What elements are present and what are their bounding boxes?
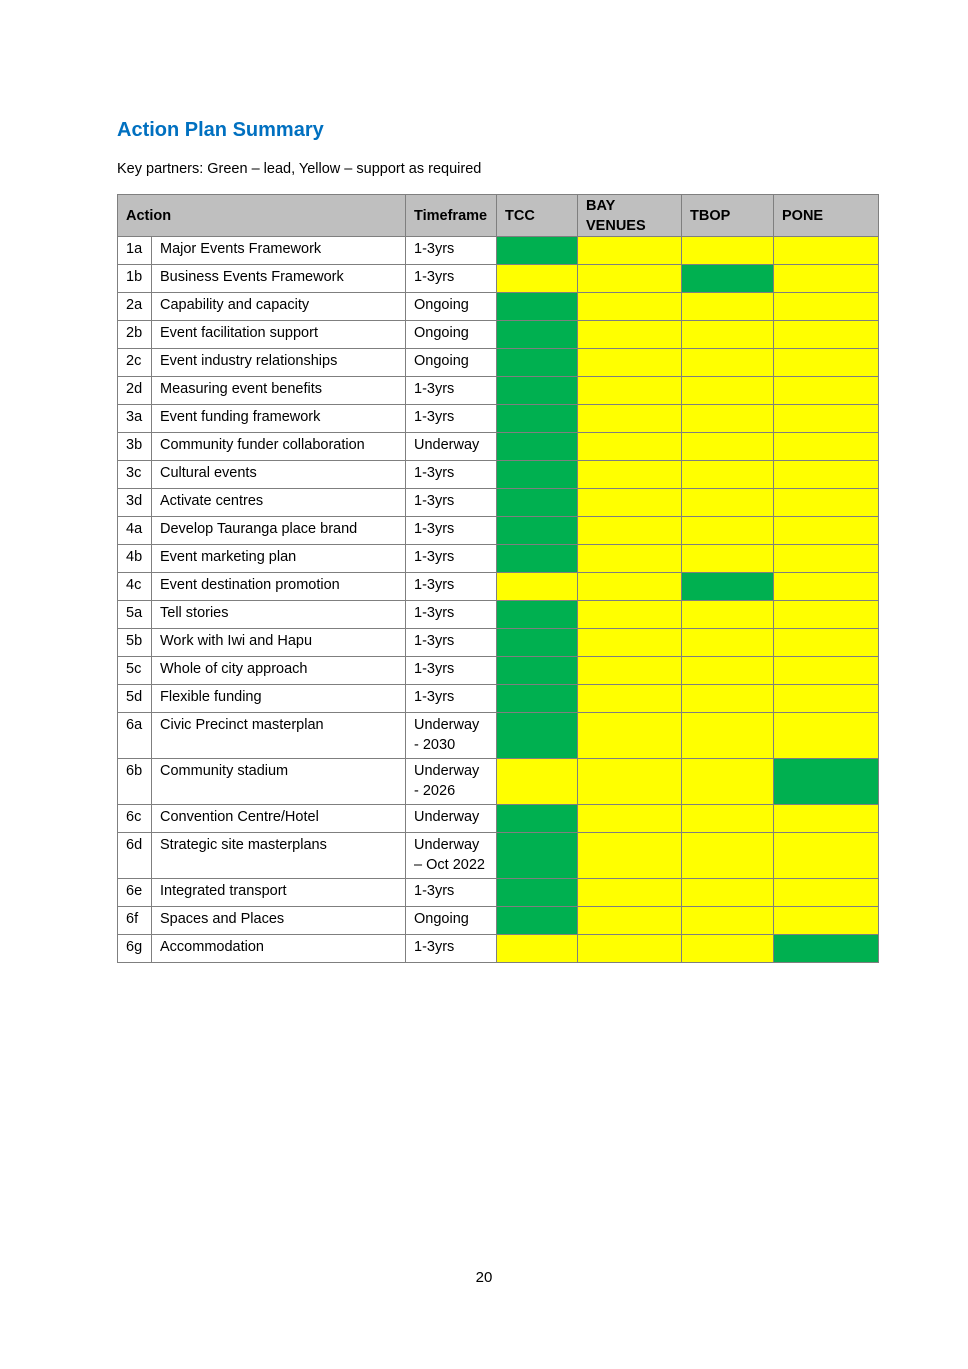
header-pone: PONE — [774, 195, 879, 237]
table-header-row — [118, 195, 879, 237]
action-id: 1b — [118, 265, 152, 293]
partner-cell-pone — [774, 713, 879, 759]
partner-cell-tbop — [682, 321, 774, 349]
partner-cell-bay-venues — [578, 907, 682, 935]
partner-cell-tcc — [497, 935, 578, 963]
partner-cell-tcc — [497, 907, 578, 935]
action-name: Business Events Framework — [152, 265, 406, 293]
partner-cell-bay-venues — [578, 805, 682, 833]
partner-cell-tbop — [682, 461, 774, 489]
action-timeframe: 1-3yrs — [406, 377, 497, 405]
page-number: 20 — [475, 1269, 493, 1286]
header-action: Action — [118, 195, 406, 237]
action-id: 5b — [118, 629, 152, 657]
partner-cell-pone — [774, 759, 879, 805]
partner-cell-bay-venues — [578, 321, 682, 349]
partner-cell-tbop — [682, 713, 774, 759]
table-row — [118, 907, 879, 935]
action-timeframe: 1-3yrs — [406, 935, 497, 963]
action-id: 1a — [118, 237, 152, 265]
partner-cell-bay-venues — [578, 833, 682, 879]
action-timeframe: 1-3yrs — [406, 573, 497, 601]
action-id: 4c — [118, 573, 152, 601]
action-timeframe: 1-3yrs — [406, 461, 497, 489]
action-id: 6e — [118, 879, 152, 907]
partner-cell-pone — [774, 657, 879, 685]
action-timeframe: 1-3yrs — [406, 517, 497, 545]
action-timeframe: 1-3yrs — [406, 237, 497, 265]
partner-cell-tbop — [682, 879, 774, 907]
action-name: Event industry relationships — [152, 349, 406, 377]
partner-cell-tcc — [497, 805, 578, 833]
partner-cell-pone — [774, 461, 879, 489]
partner-cell-tbop — [682, 833, 774, 879]
partner-cell-tcc — [497, 321, 578, 349]
partner-cell-tcc — [497, 237, 578, 265]
partner-cell-pone — [774, 545, 879, 573]
table-row — [118, 935, 879, 963]
action-name: Event facilitation support — [152, 321, 406, 349]
table-row — [118, 657, 879, 685]
partner-cell-tbop — [682, 601, 774, 629]
partner-cell-bay-venues — [578, 405, 682, 433]
action-id: 6c — [118, 805, 152, 833]
action-timeframe: Ongoing — [406, 907, 497, 935]
action-id: 3b — [118, 433, 152, 461]
partner-cell-pone — [774, 573, 879, 601]
partner-cell-pone — [774, 265, 879, 293]
action-id: 2a — [118, 293, 152, 321]
partner-cell-bay-venues — [578, 713, 682, 759]
action-name: Event destination promotion — [152, 573, 406, 601]
partner-cell-tbop — [682, 935, 774, 963]
action-name: Integrated transport — [152, 879, 406, 907]
partner-cell-tcc — [497, 461, 578, 489]
action-timeframe: 1-3yrs — [406, 489, 497, 517]
partner-cell-pone — [774, 237, 879, 265]
table-row — [118, 879, 879, 907]
action-name: Civic Precinct masterplan — [152, 713, 406, 759]
partner-cell-tcc — [497, 545, 578, 573]
action-timeframe: 1-3yrs — [406, 265, 497, 293]
partner-cell-tcc — [497, 293, 578, 321]
partner-cell-bay-venues — [578, 685, 682, 713]
action-timeframe: 1-3yrs — [406, 545, 497, 573]
header-timeframe: Timeframe — [406, 195, 497, 237]
table-row — [118, 713, 879, 759]
partner-cell-bay-venues — [578, 517, 682, 545]
table-row — [118, 517, 879, 545]
action-name: Work with Iwi and Hapu — [152, 629, 406, 657]
partner-cell-tbop — [682, 685, 774, 713]
partner-cell-bay-venues — [578, 879, 682, 907]
partner-cell-bay-venues — [578, 657, 682, 685]
partner-cell-tcc — [497, 405, 578, 433]
partner-cell-tcc — [497, 685, 578, 713]
action-id: 6g — [118, 935, 152, 963]
partner-cell-tcc — [497, 629, 578, 657]
partner-cell-pone — [774, 405, 879, 433]
table-row — [118, 629, 879, 657]
action-id: 5d — [118, 685, 152, 713]
action-name: Capability and capacity — [152, 293, 406, 321]
action-id: 3c — [118, 461, 152, 489]
partner-cell-pone — [774, 879, 879, 907]
partner-cell-tbop — [682, 405, 774, 433]
partner-cell-tcc — [497, 833, 578, 879]
partner-cell-bay-venues — [578, 461, 682, 489]
partner-cell-pone — [774, 293, 879, 321]
action-name: Whole of city approach — [152, 657, 406, 685]
partner-cell-tbop — [682, 805, 774, 833]
action-id: 2b — [118, 321, 152, 349]
action-name: Spaces and Places — [152, 907, 406, 935]
partner-cell-pone — [774, 833, 879, 879]
action-name: Event funding framework — [152, 405, 406, 433]
action-timeframe: Ongoing — [406, 321, 497, 349]
partner-cell-bay-venues — [578, 293, 682, 321]
action-timeframe: 1-3yrs — [406, 601, 497, 629]
partner-cell-pone — [774, 321, 879, 349]
table-row — [118, 759, 879, 805]
action-timeframe: Underway — [406, 805, 497, 833]
action-plan-table — [117, 194, 879, 963]
action-timeframe: Underway — [406, 433, 497, 461]
action-name: Community stadium — [152, 759, 406, 805]
action-timeframe: Underway - 2030 — [406, 713, 497, 759]
action-id: 4a — [118, 517, 152, 545]
partner-cell-tcc — [497, 377, 578, 405]
partner-cell-tcc — [497, 349, 578, 377]
action-name: Develop Tauranga place brand — [152, 517, 406, 545]
partner-cell-tbop — [682, 545, 774, 573]
partner-cell-tcc — [497, 265, 578, 293]
header-tcc: TCC — [497, 195, 578, 237]
action-name: Cultural events — [152, 461, 406, 489]
table-row — [118, 573, 879, 601]
action-name: Strategic site masterplans — [152, 833, 406, 879]
table-row — [118, 461, 879, 489]
partner-cell-pone — [774, 349, 879, 377]
partner-cell-tcc — [497, 517, 578, 545]
partner-cell-pone — [774, 907, 879, 935]
partner-cell-pone — [774, 629, 879, 657]
table-row — [118, 349, 879, 377]
partner-cell-pone — [774, 489, 879, 517]
partner-cell-tbop — [682, 433, 774, 461]
partner-cell-pone — [774, 935, 879, 963]
action-name: Measuring event benefits — [152, 377, 406, 405]
partner-cell-pone — [774, 601, 879, 629]
action-timeframe: Underway – Oct 2022 — [406, 833, 497, 879]
partner-cell-tcc — [497, 601, 578, 629]
partner-cell-bay-venues — [578, 237, 682, 265]
action-name: Tell stories — [152, 601, 406, 629]
partner-cell-tbop — [682, 377, 774, 405]
partner-cell-bay-venues — [578, 573, 682, 601]
partner-cell-bay-venues — [578, 935, 682, 963]
partner-cell-pone — [774, 517, 879, 545]
action-timeframe: Ongoing — [406, 293, 497, 321]
partner-cell-tbop — [682, 293, 774, 321]
action-id: 6d — [118, 833, 152, 879]
partner-cell-bay-venues — [578, 265, 682, 293]
partner-cell-bay-venues — [578, 601, 682, 629]
partner-cell-tcc — [497, 489, 578, 517]
partner-cell-tbop — [682, 657, 774, 685]
partner-cell-pone — [774, 685, 879, 713]
partner-cell-pone — [774, 433, 879, 461]
table-row — [118, 433, 879, 461]
partner-cell-bay-venues — [578, 433, 682, 461]
partner-cell-bay-venues — [578, 489, 682, 517]
partner-cell-pone — [774, 805, 879, 833]
table-row — [118, 321, 879, 349]
partner-cell-bay-venues — [578, 629, 682, 657]
partner-cell-bay-venues — [578, 377, 682, 405]
partner-cell-bay-venues — [578, 759, 682, 805]
action-id: 5a — [118, 601, 152, 629]
action-timeframe: 1-3yrs — [406, 685, 497, 713]
action-name: Accommodation — [152, 935, 406, 963]
action-id: 4b — [118, 545, 152, 573]
partner-cell-tbop — [682, 237, 774, 265]
key-partners-legend: Key partners: Green – lead, Yellow – support as required — [117, 161, 482, 177]
action-timeframe: 1-3yrs — [406, 629, 497, 657]
action-timeframe: 1-3yrs — [406, 657, 497, 685]
action-id: 2d — [118, 377, 152, 405]
partner-cell-tbop — [682, 517, 774, 545]
table-row — [118, 489, 879, 517]
partner-cell-bay-venues — [578, 349, 682, 377]
table-row — [118, 377, 879, 405]
table-row — [118, 601, 879, 629]
partner-cell-tbop — [682, 907, 774, 935]
partner-cell-tcc — [497, 573, 578, 601]
table-row — [118, 805, 879, 833]
action-timeframe: Underway - 2026 — [406, 759, 497, 805]
action-timeframe: 1-3yrs — [406, 405, 497, 433]
table-row — [118, 265, 879, 293]
table-row — [118, 545, 879, 573]
partner-cell-tcc — [497, 433, 578, 461]
action-timeframe: 1-3yrs — [406, 879, 497, 907]
table-row — [118, 833, 879, 879]
partner-cell-tcc — [497, 657, 578, 685]
partner-cell-bay-venues — [578, 545, 682, 573]
table-row — [118, 293, 879, 321]
header-bay-venues: BAY VENUES — [578, 195, 682, 237]
table-row — [118, 237, 879, 265]
action-id: 5c — [118, 657, 152, 685]
partner-cell-tbop — [682, 759, 774, 805]
action-id: 3d — [118, 489, 152, 517]
action-name: Community funder collaboration — [152, 433, 406, 461]
action-id: 3a — [118, 405, 152, 433]
header-tbop: TBOP — [682, 195, 774, 237]
table-row — [118, 685, 879, 713]
action-id: 6b — [118, 759, 152, 805]
partner-cell-tcc — [497, 759, 578, 805]
action-name: Convention Centre/Hotel — [152, 805, 406, 833]
partner-cell-tbop — [682, 349, 774, 377]
action-id: 6a — [118, 713, 152, 759]
partner-cell-pone — [774, 377, 879, 405]
action-id: 6f — [118, 907, 152, 935]
action-name: Flexible funding — [152, 685, 406, 713]
action-name: Event marketing plan — [152, 545, 406, 573]
action-name: Major Events Framework — [152, 237, 406, 265]
page-title: Action Plan Summary — [117, 119, 324, 141]
action-id: 2c — [118, 349, 152, 377]
partner-cell-tcc — [497, 879, 578, 907]
partner-cell-tbop — [682, 489, 774, 517]
partner-cell-tcc — [497, 713, 578, 759]
partner-cell-tbop — [682, 265, 774, 293]
action-name: Activate centres — [152, 489, 406, 517]
action-timeframe: Ongoing — [406, 349, 497, 377]
table-row — [118, 405, 879, 433]
partner-cell-tbop — [682, 629, 774, 657]
partner-cell-tbop — [682, 573, 774, 601]
